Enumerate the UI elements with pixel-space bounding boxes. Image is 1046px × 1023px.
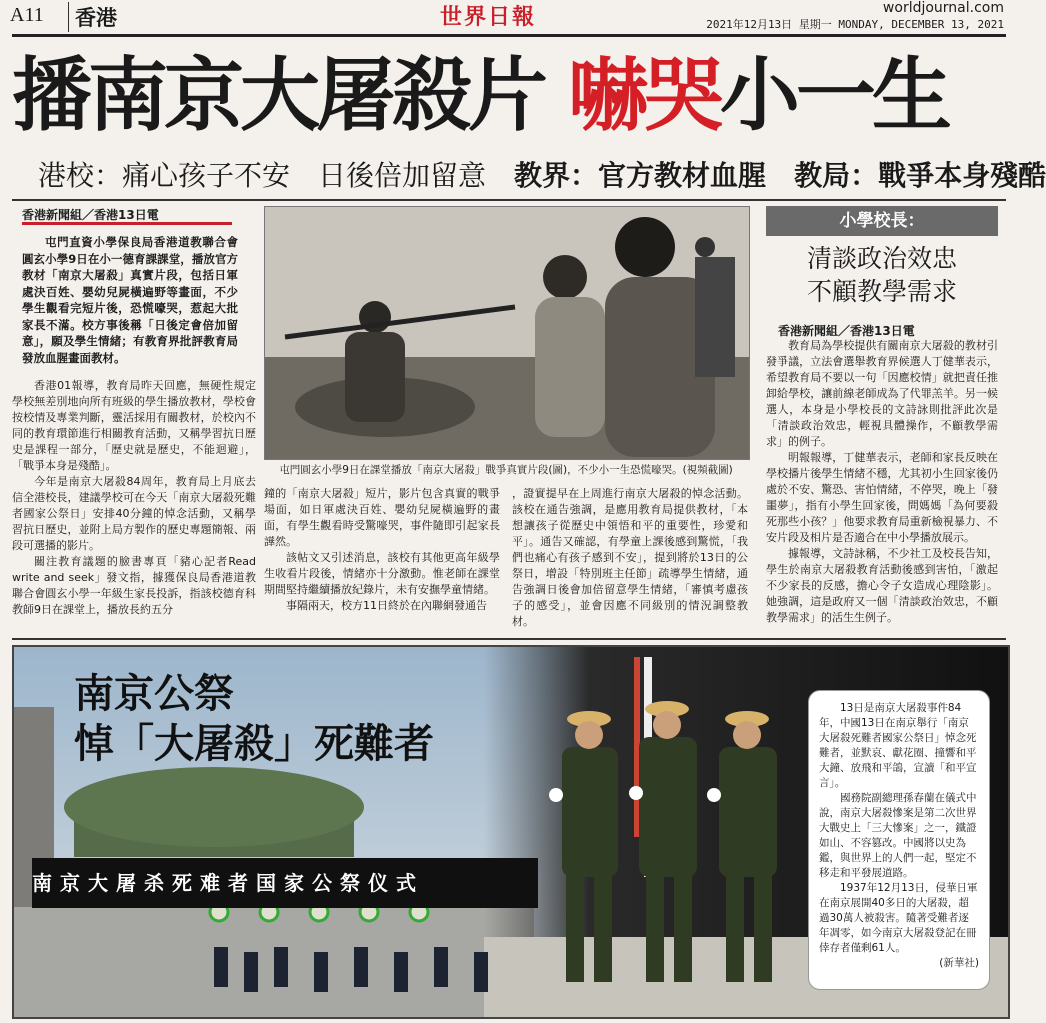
- main-byline: 香港新聞組／香港13日電: [22, 208, 159, 222]
- box-paragraph-3: 1937年12月13日，侵華日軍在南京展開40多日的大屠殺，超過30萬人被殺害。隨著受難者逐年凋零，如今南京大屠殺登記在冊倖存者僅剩61人。: [819, 882, 978, 954]
- photo-illustration: [265, 207, 749, 459]
- main-col2-paragraph-2: 該帖文又引述消息，該校有其他更高年級學生收看片段後，情緒亦十分激動。惟老師在課堂期間堅持繼續播放紀錄片，未有安撫學童情緒。: [264, 551, 500, 596]
- subheadline-school: 港校：痛心孩子不安 日後倍加留意: [38, 159, 487, 192]
- side-kicker: 小學校長：: [766, 206, 998, 236]
- headline-part1: 播南京大屠殺片: [12, 49, 544, 142]
- side-paragraph-2: 明報報導，丁健華表示，老師和家長反映在學校播片後學生情緒不穩，尤其初小生回家後仍處於不安、驚恐、害怕情緒，不停哭，晚上「發噩夢」，指有小學生回家後，問媽媽「為何要殺死那些小孩？」他要求教育局重新檢視暴力、不安片段及相片是否適合在中小學播放展示。: [766, 451, 998, 544]
- subheadline-education-bureau: 教局：戰爭本身殘酷: [794, 159, 1046, 192]
- lead-paragraph: 屯門直資小學保良局香港道教聯合會圓玄小學9日在小一德育課課堂，播放官方教材「南京大屠殺」真實片段，包括日軍處決百姓、嬰幼兒屍橫遍野等畫面，不少學生觀看完短片後，恐慌嚎哭，惹起大批家長不滿。校方事後稱「日後定會倍加留意」，願及學生情緒；有教育界批評教育局發放血腥畫面教材。: [22, 235, 238, 365]
- side-title: [766, 242, 998, 308]
- photo-caption: 屯門圓玄小學9日在課堂播放「南京大屠殺」戰爭真實片段(圖)，不少小一生恐慌嚎哭。(視頻截圖): [279, 464, 733, 476]
- bottom-title-line2: 悼「大屠殺」死難者: [74, 721, 434, 767]
- main-col2-paragraph-1: 鐘的「南京大屠殺」短片，影片包含真實的戰爭場面，如日軍處決百姓、嬰幼兒屍橫遍野的畫面，有學生觀看時受驚嚎哭，事件隨即引起家長譁然。: [264, 487, 500, 548]
- box-paragraph-1: 13日是南京大屠殺事件84年，中國13日在南京舉行「南京大屠殺死難者國家公祭日」悼念死難者，並默哀、獻花圈、撞響和平大鐘、放飛和平鴿，宣讀「和平宣言」。: [819, 702, 977, 789]
- headline-red: 嚇哭: [567, 49, 720, 142]
- main-col3-paragraph: ，證實提早在上周進行南京大屠殺的悼念活動。該校在通告強調，是應用教育局提供教材，「本想讓孩子從歷史中領悟和平的重要性，珍愛和平」。通告又確認，有學童上課後感到驚慌，「我們也痛心有孩子感到不安」，提到將於13日的公祭日，增設「特別班主任節」疏導學生情緒，通告強調日後會加倍留意學生情緒，「審慎考慮孩子的感受」，並會因應不同級別的情況調整教材。: [512, 487, 748, 628]
- main-col2-paragraph-3: 事隔兩天，校方11日終於在內聯網發通告: [286, 599, 487, 612]
- bottom-text-box: [808, 690, 990, 990]
- box-paragraph-2: 國務院副總理孫春蘭在儀式中說，南京大屠殺慘案是第二次世界大戰史上「三大慘案」之一，鐵證如山、不容篡改。中國將以史為鑑，與世界上的人們一起，堅定不移走和平發展道路。: [819, 792, 977, 879]
- side-body: [766, 338, 998, 626]
- byline-bar: [22, 222, 232, 225]
- classroom-video-photo: [264, 206, 750, 460]
- bottom-title-line1: 南京公祭: [74, 671, 234, 717]
- date-line: 2021年12月13日 星期一 MONDAY, DECEMBER 13, 2021: [706, 18, 1004, 31]
- side-title-line1: 清談政治效忠: [806, 244, 957, 273]
- box-source: (新華社): [939, 957, 979, 969]
- website: worldjournal.com: [882, 0, 1004, 16]
- subheadline: [38, 156, 1046, 196]
- main-column-2: [264, 486, 500, 614]
- page-number: A11: [10, 4, 44, 26]
- main-paragraph-4: 關注教育議題的臉書專頁「豬心記者Read write and seek」發文指，據獲保良局香港道教聯合會圓玄小學一年級生家長投訴，指該校德育科教師9日在課堂上，播放長約五分: [12, 555, 256, 616]
- main-paragraph-2: 香港01報導，教育局昨天回應，無硬性規定學校無差別地向所有班級的學生播放教材，學校會按校情及專業判斷，靈活採用有關教材，於校內不同的教育環節進行相關教育活動，又稱學習抗日歷史是課程一部分，「歷史就是歷史，不能迴避」，「戰爭本身是殘酷」。: [12, 379, 256, 472]
- newspaper-logo: 世界日報: [440, 4, 537, 30]
- subheadline-education-sector: 教界：官方教材血腥: [514, 159, 767, 192]
- side-byline: 香港新聞組／香港13日電: [778, 324, 915, 338]
- section-name: 香港: [68, 2, 117, 32]
- ceremony-banner: 南京大屠杀死难者国家公祭仪式: [32, 858, 538, 908]
- main-paragraph-3: 今年是南京大屠殺84周年，教育局上月底去信全港校長，建議學校可在今天「南京大屠殺死難者國家公祭日」安排40分鐘的悼念活動，又稱學習抗日歷史，並附上局方製作的歷史專題簡報、兩段可選播的影片。: [12, 475, 256, 552]
- side-paragraph-3: 據報導，文詩詠稱，不少社工及校長告知，學生於南京大屠殺教育活動後感到害怕，「激起不少家長的反感，擔心令子女造成心理陰影」。她強調，這是政府又一個「清談政治效忠，不顧教學需求」的活生生例子。: [766, 547, 998, 624]
- bottom-feature-title: [74, 669, 434, 769]
- masthead: [0, 0, 1018, 36]
- main-column-3: [512, 486, 748, 630]
- main-lead: [22, 234, 238, 366]
- headline-rule: [12, 199, 1006, 201]
- side-paragraph-1: 教育局為學校提供有關南京大屠殺的教材引發爭議，立法會選舉教育界候選人丁健華表示，希望教育局不要以一句「因應校情」就把責任推卸給學校，讓前線老師成為了代罪羔羊。另一候選人，本身是小學校長的文詩詠則批評此次是「清談政治效忠，輕視具體操作，不顧教學需求」的例子。: [766, 339, 998, 448]
- section-rule: [12, 638, 1006, 640]
- side-title-line2: 不顧教學需求: [806, 277, 957, 306]
- top-rule: [12, 34, 1006, 37]
- main-headline: [12, 38, 1006, 154]
- main-column-1: [12, 378, 256, 618]
- headline-part3: 小一生: [719, 49, 948, 142]
